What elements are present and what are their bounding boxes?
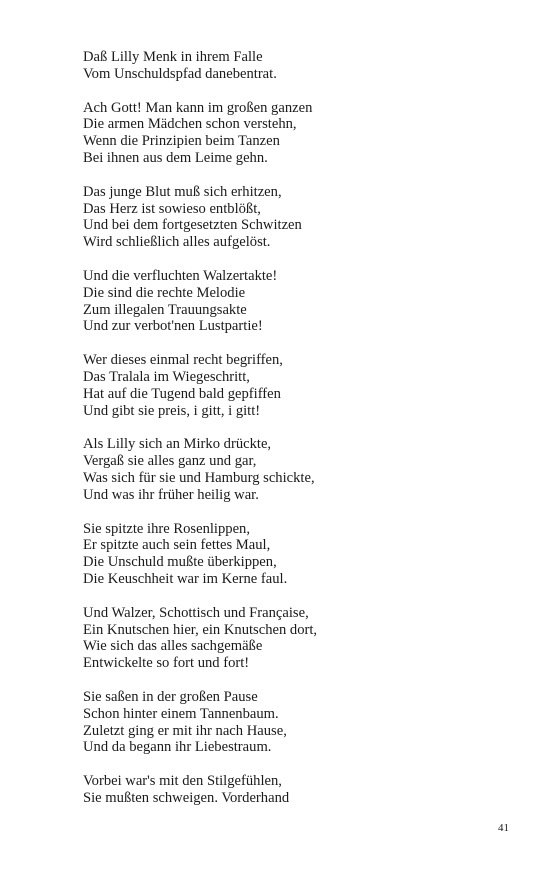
poem-line: Vergaß sie alles ganz und gar, xyxy=(83,453,257,470)
poem-line: Wenn die Prinzipien beim Tanzen xyxy=(83,133,280,150)
poem-line: Zum illegalen Trauungsakte xyxy=(83,301,247,318)
stanza xyxy=(83,100,523,167)
poem-line: Das Herz ist sowieso entblößt, xyxy=(83,200,261,217)
poem-text xyxy=(83,49,523,824)
poem-line: Wie sich das alles sachgemäße xyxy=(83,638,263,655)
poem-line: Entwickelte so fort und fort! xyxy=(83,655,250,672)
poem-line: Zuletzt ging er mit ihr nach Hause, xyxy=(83,722,287,739)
poem-line: Die armen Mädchen schon verstehn, xyxy=(83,116,297,133)
poem-line: Wer dieses einmal recht begriffen, xyxy=(83,352,283,369)
stanza xyxy=(83,352,523,419)
poem-line: Vom Unschuldspfad danebentrat. xyxy=(83,65,277,82)
poem-line: Sie spitzte ihre Rosenlippen, xyxy=(83,520,250,537)
poem-line: Schon hinter einem Tannenbaum. xyxy=(83,705,279,722)
poem-line: Ach Gott! Man kann im großen ganzen xyxy=(83,99,313,116)
page-number: 41 xyxy=(498,822,509,834)
poem-line: Und die verfluchten Walzertakte! xyxy=(83,267,278,284)
poem-line: Die Keuschheit war im Kerne faul. xyxy=(83,570,288,587)
poem-line: Daß Lilly Menk in ihrem Falle xyxy=(83,49,263,65)
poem-line: Hat auf die Tugend bald gepfiffen xyxy=(83,385,281,402)
poem-line: Sie saßen in der großen Pause xyxy=(83,688,258,705)
poem-line: Was sich für sie und Hamburg schickte, xyxy=(83,469,315,486)
stanza xyxy=(83,268,523,335)
stanza xyxy=(83,436,523,503)
poem-line: Ein Knutschen hier, ein Knutschen dort, xyxy=(83,621,318,638)
poem-line: Und gibt sie preis, i gitt, i gitt! xyxy=(83,402,261,419)
poem-line: Und zur verbot'nen Lustpartie! xyxy=(83,318,263,335)
stanza xyxy=(83,521,523,588)
stanza xyxy=(83,184,523,251)
poem-line: Er spitzte auch sein fettes Maul, xyxy=(83,537,271,554)
poem-line: Die Unschuld mußte überkippen, xyxy=(83,554,277,571)
poem-line: Die sind die rechte Melodie xyxy=(83,284,246,301)
poem-line: Wird schließlich alles aufgelöst. xyxy=(83,234,271,251)
poem-line: Und was ihr früher heilig war. xyxy=(83,486,259,503)
poem-line: Und bei dem fortgesetzten Schwitzen xyxy=(83,217,302,234)
poem-line: Und da begann ihr Liebestraum. xyxy=(83,739,272,756)
poem-line: Das junge Blut muß sich erhitzen, xyxy=(83,183,282,200)
poem-line: Und Walzer, Schottisch und Française, xyxy=(83,604,309,621)
poem-line: Das Tralala im Wiegeschritt, xyxy=(83,368,250,385)
poem-line: Als Lilly sich an Mirko drückte, xyxy=(83,436,272,453)
stanza xyxy=(83,605,523,672)
stanza xyxy=(83,773,523,807)
poem-line: Vorbei war's mit den Stilgefühlen, xyxy=(83,773,282,790)
poem-line: Sie mußten schweigen. Vorderhand xyxy=(83,789,290,806)
poem-line: Bei ihnen aus dem Leime gehn. xyxy=(83,149,268,166)
stanza xyxy=(83,49,523,83)
stanza xyxy=(83,689,523,756)
